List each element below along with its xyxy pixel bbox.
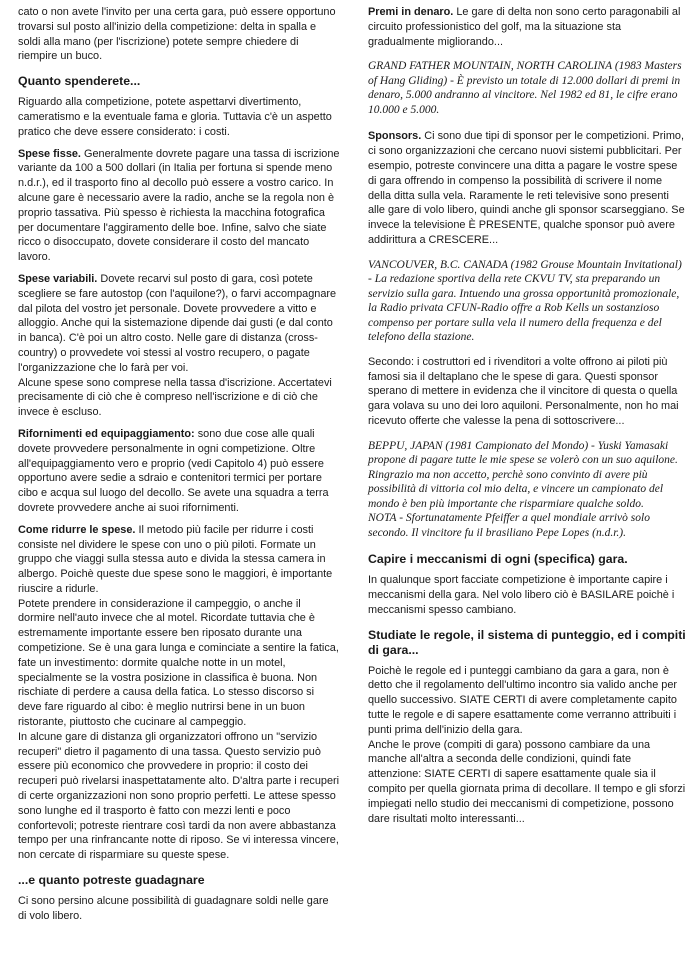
heading-capire-meccanismi: Capire i meccanismi di ogni (specifica) gara. — [368, 552, 628, 567]
lead-spese-fisse: Spese fisse. — [18, 147, 81, 160]
paragraph-intro: cato o non avete l'invito per una certa gara, può essere opportuno trovarsi sul posto all'inizio della competizione: delta in spalla e soldi alla mano (per l'iscrizione) potete sempre chiedere di riempire un buco. — [18, 6, 336, 63]
lead-spese-variabili: Spese variabili. — [18, 272, 98, 285]
quote-vancouver: VANCOUVER, B.C. CANADA (1982 Grouse Mountain Invitational) - La redazione sportiva della rete CKVU TV, sta preparando un servizio sulla gara. Intuendo una grossa opportunità promozionale, la Radio privata CFUN-Radio offre a Rob Kells un sostanzioso compenso per portare sulla vela il numero della frequenza e del telefono della stazione. — [368, 258, 682, 344]
paragraph-capire: In qualunque sport facciate competizione è importante capire i meccanismi della gara. Nel volo libero ciò è BASILARE poichè i meccanismi spesso cambiano. — [368, 574, 675, 616]
lead-ridurre-spese: Come ridurre le spese. — [18, 523, 136, 536]
right-column — [368, 5, 686, 833]
paragraph-studiate-1: Poichè le regole ed i punteggi cambiano da gara a gara, non è detto che il regolamento dell'ultimo incontro sia valido anche per quello successivo. SIATE CERTI di avere completamente capito tutte le regole e di sapere esattamente come verranno attribuiti i punti prima dell'inizio della gara. — [368, 664, 678, 736]
paragraph-campeggio: Potete prendere in considerazione il campeggio, o anche il dormire nell'auto invece che al motel. Ricordate tuttavia che è estremamente importante essere ben riposato durante una competizione. Se è una gara lunga e cominciate a sentire la fatica, fate un investimento: dormite qualche notte in un motel, specialmente se la vostra posizione in classifica è buona. Non rischiate di perdere a causa della fatica. Lo stesso discorso si deve fare riguardo al cibo: è meglio nutrirsi bene in un buon ristorante, piuttosto che cucinare al campeggio. — [18, 597, 339, 729]
text-spese-variabili: Dovete recarvi sul posto di gara, così potete scegliere se fare autostop (con l'aquilone?), o farvi accompagnare dal pilota del vostro jet personale. Dovete provvedere a vitto e alloggio. Anche qui la sistemazione dipende dai gusti (e dal conto in banca). C'è poi un altro costo. Nelle gare di distanza (cross-country) o provvedete voi stessi al vostro recupero, o pagate l'organizzazione che lo farà per voi. — [18, 272, 337, 374]
paragraph-studiate-2: Anche le prove (compiti di gara) possono cambiare da una manche all'altra a seconda delle condizioni, quindi fate attenzione: SIATE CERTI di sapere esattamente quale sia il compito per quella giornata prima di decollare. Il tempo e gli sforzi impiegati nello studio dei meccanismi di competizione, possono dare risultati molto interessanti... — [368, 738, 686, 825]
lead-sponsors: Sponsors. — [368, 130, 422, 143]
heading-guadagnare: ...e quanto potreste guadagnare — [18, 873, 205, 888]
paragraph-spese-variabili-2: Alcune spese sono comprese nella tassa d'iscrizione. Accertatevi precisamente di ciò che è compreso nell'iscrizione e di ciò che invece è escluso. — [18, 376, 332, 419]
text-premi: Le gare di delta non sono certo paragonabili al circuito professionistico del golf, ma la situazione sta gradualmente migliorando... — [368, 6, 681, 48]
text-ridurre-spese: Il metodo più facile per ridurre i costi consiste nel dividere le spese con uno o più piloti. Formate un gruppo che viaggi sulla stessa auto e divida la stessa camera in albergo. Poichè queste due spese sono le maggiori, è importante riuscire a ridurle. — [18, 523, 333, 595]
heading-quanto-spenderete: Quanto spenderete... — [18, 74, 141, 89]
quote-grandfather-mountain: GRAND FATHER MOUNTAIN, NORTH CAROLINA (1983 Masters of Hang Gliding) - È previsto un totale di 12.000 dollari di premi in denaro, 5.000 andranno al vincitore. Nel 1982 ed 81, le cifre erano 10.000 e 5.000. — [368, 60, 682, 116]
paragraph-guadagnare: Ci sono persino alcune possibilità di guadagnare soldi nelle gare di volo libero. — [18, 895, 329, 922]
paragraph-spese-variabili — [18, 272, 340, 376]
quote-nota: NOTA - Sfortunatamente Pfeiffer a quel mondiale arrivò solo secondo. Il vincitore fu il brasiliano Pepe Lopes (n.d.r.). — [368, 512, 650, 539]
paragraph-competizione: Riguardo alla competizione, potete aspettarvi divertimento, cameratismo e la eventuale fama e gloria. Tuttavia c'è un aspetto pratico che deve essere considerato: i costi. — [18, 96, 332, 138]
lead-rifornimenti: Rifornimenti ed equipaggiamento: — [18, 427, 195, 440]
lead-premi: Premi in denaro. — [368, 6, 454, 18]
paragraph-secondo: Secondo: i costruttori ed i rivenditori a volte offrono ai piloti più famosi sia il deltaplano che le spese di gara. Questi sponsor sperano di mettere in evidenza che il vincitore di questa o quella gara volava su uno dei loro aquiloni. Personalmente, non ho mai ricevuto offerte che valesse la pena di sottoscrivere... — [368, 355, 679, 427]
paragraph-ridurre-spese — [18, 523, 340, 597]
paragraph-servizio-recuperi: In alcune gare di distanza gli organizzatori offrono un "servizio recuperi" dietro il pagamento di una tassa. Questo servizio può essere più economico che provvedere in proprio: il costo dei recuperi può rivelarsi inaspettatamente alto. D'altra parte i recuperi di certe organizzazioni non sono proprio perfetti. Le attese spesso sono lunghe ed il trasporto è fatto con mezzi lenti e poco confortevoli; potreste rientrare così tardi da non avere abbastanza tempo per una rinfrancante notte di riposo. Se vi interessa vincere, non cercate di risparmiare su queste spese. — [18, 730, 340, 862]
left-column — [18, 5, 340, 931]
text-rifornimenti: sono due cose alle quali dovete provvedere personalmente in ogni competizione. Oltre all'equipaggiamento vero e proprio (vedi Capitolo 4) può essere opportuno avere sedie a sdraio e contenitori termici per portare cibo e acqua sul luogo del decollo. Se avete una squadra a terra dovrete provvedere anche ai suoi rifornimenti. — [18, 427, 329, 514]
paragraph-premi — [368, 5, 686, 49]
paragraph-sponsors — [368, 129, 686, 247]
paragraph-spese-fisse — [18, 147, 340, 265]
text-sponsors: Ci sono due tipi di sponsor per le competizioni. Primo, ci sono organizzazioni che cercano nuovi sistemi pubblicitari. Per esempio, potreste convincere una ditta a pagare le vostre spese di gara offrendo in compenso la possibilità di scrivere il nome della ditta sulla vela. Raramente le reti televisive sono presenti alle gare di volo libero, quindi anche gli sponsor scarseggiano. Se invece la televisione È PRESENTE, qualche sponsor può avere addirittura a CRESCERE... — [368, 130, 685, 246]
quote-beppu: BEPPU, JAPAN (1981 Campionato del Mondo) - Yuski Yamasaki propone di pagare tutte le mie spese se volerò con un suo aquilone. Ringrazio ma non accetto, perchè sono convinto di avere più possibilità di vittoria col mio delta, e vincere un campionato del mondo è ben più importante che risparmiare qualche soldo. — [368, 439, 678, 510]
text-spese-fisse: Generalmente dovrete pagare una tassa di iscrizione variante da 100 a 500 dollari (in Italia per fortuna si spende meno n.d.r.), ed il trasporto fino al decollo può essere a vostro carico. In alcune gare è necessario avere la radio, anche se la regola non è proprio tassativa. Più spesso è richiesta la macchina fotografica per documentare l'aggiramento delle boe. Infine, salvo che siate ricco o disoccupato, dovete considerare il costo del mancato lavoro. — [18, 147, 340, 264]
paragraph-rifornimenti — [18, 427, 340, 516]
heading-studiate-regole: Studiate le regole, il sistema di punteggio, ed i compiti di gara... — [368, 627, 686, 657]
